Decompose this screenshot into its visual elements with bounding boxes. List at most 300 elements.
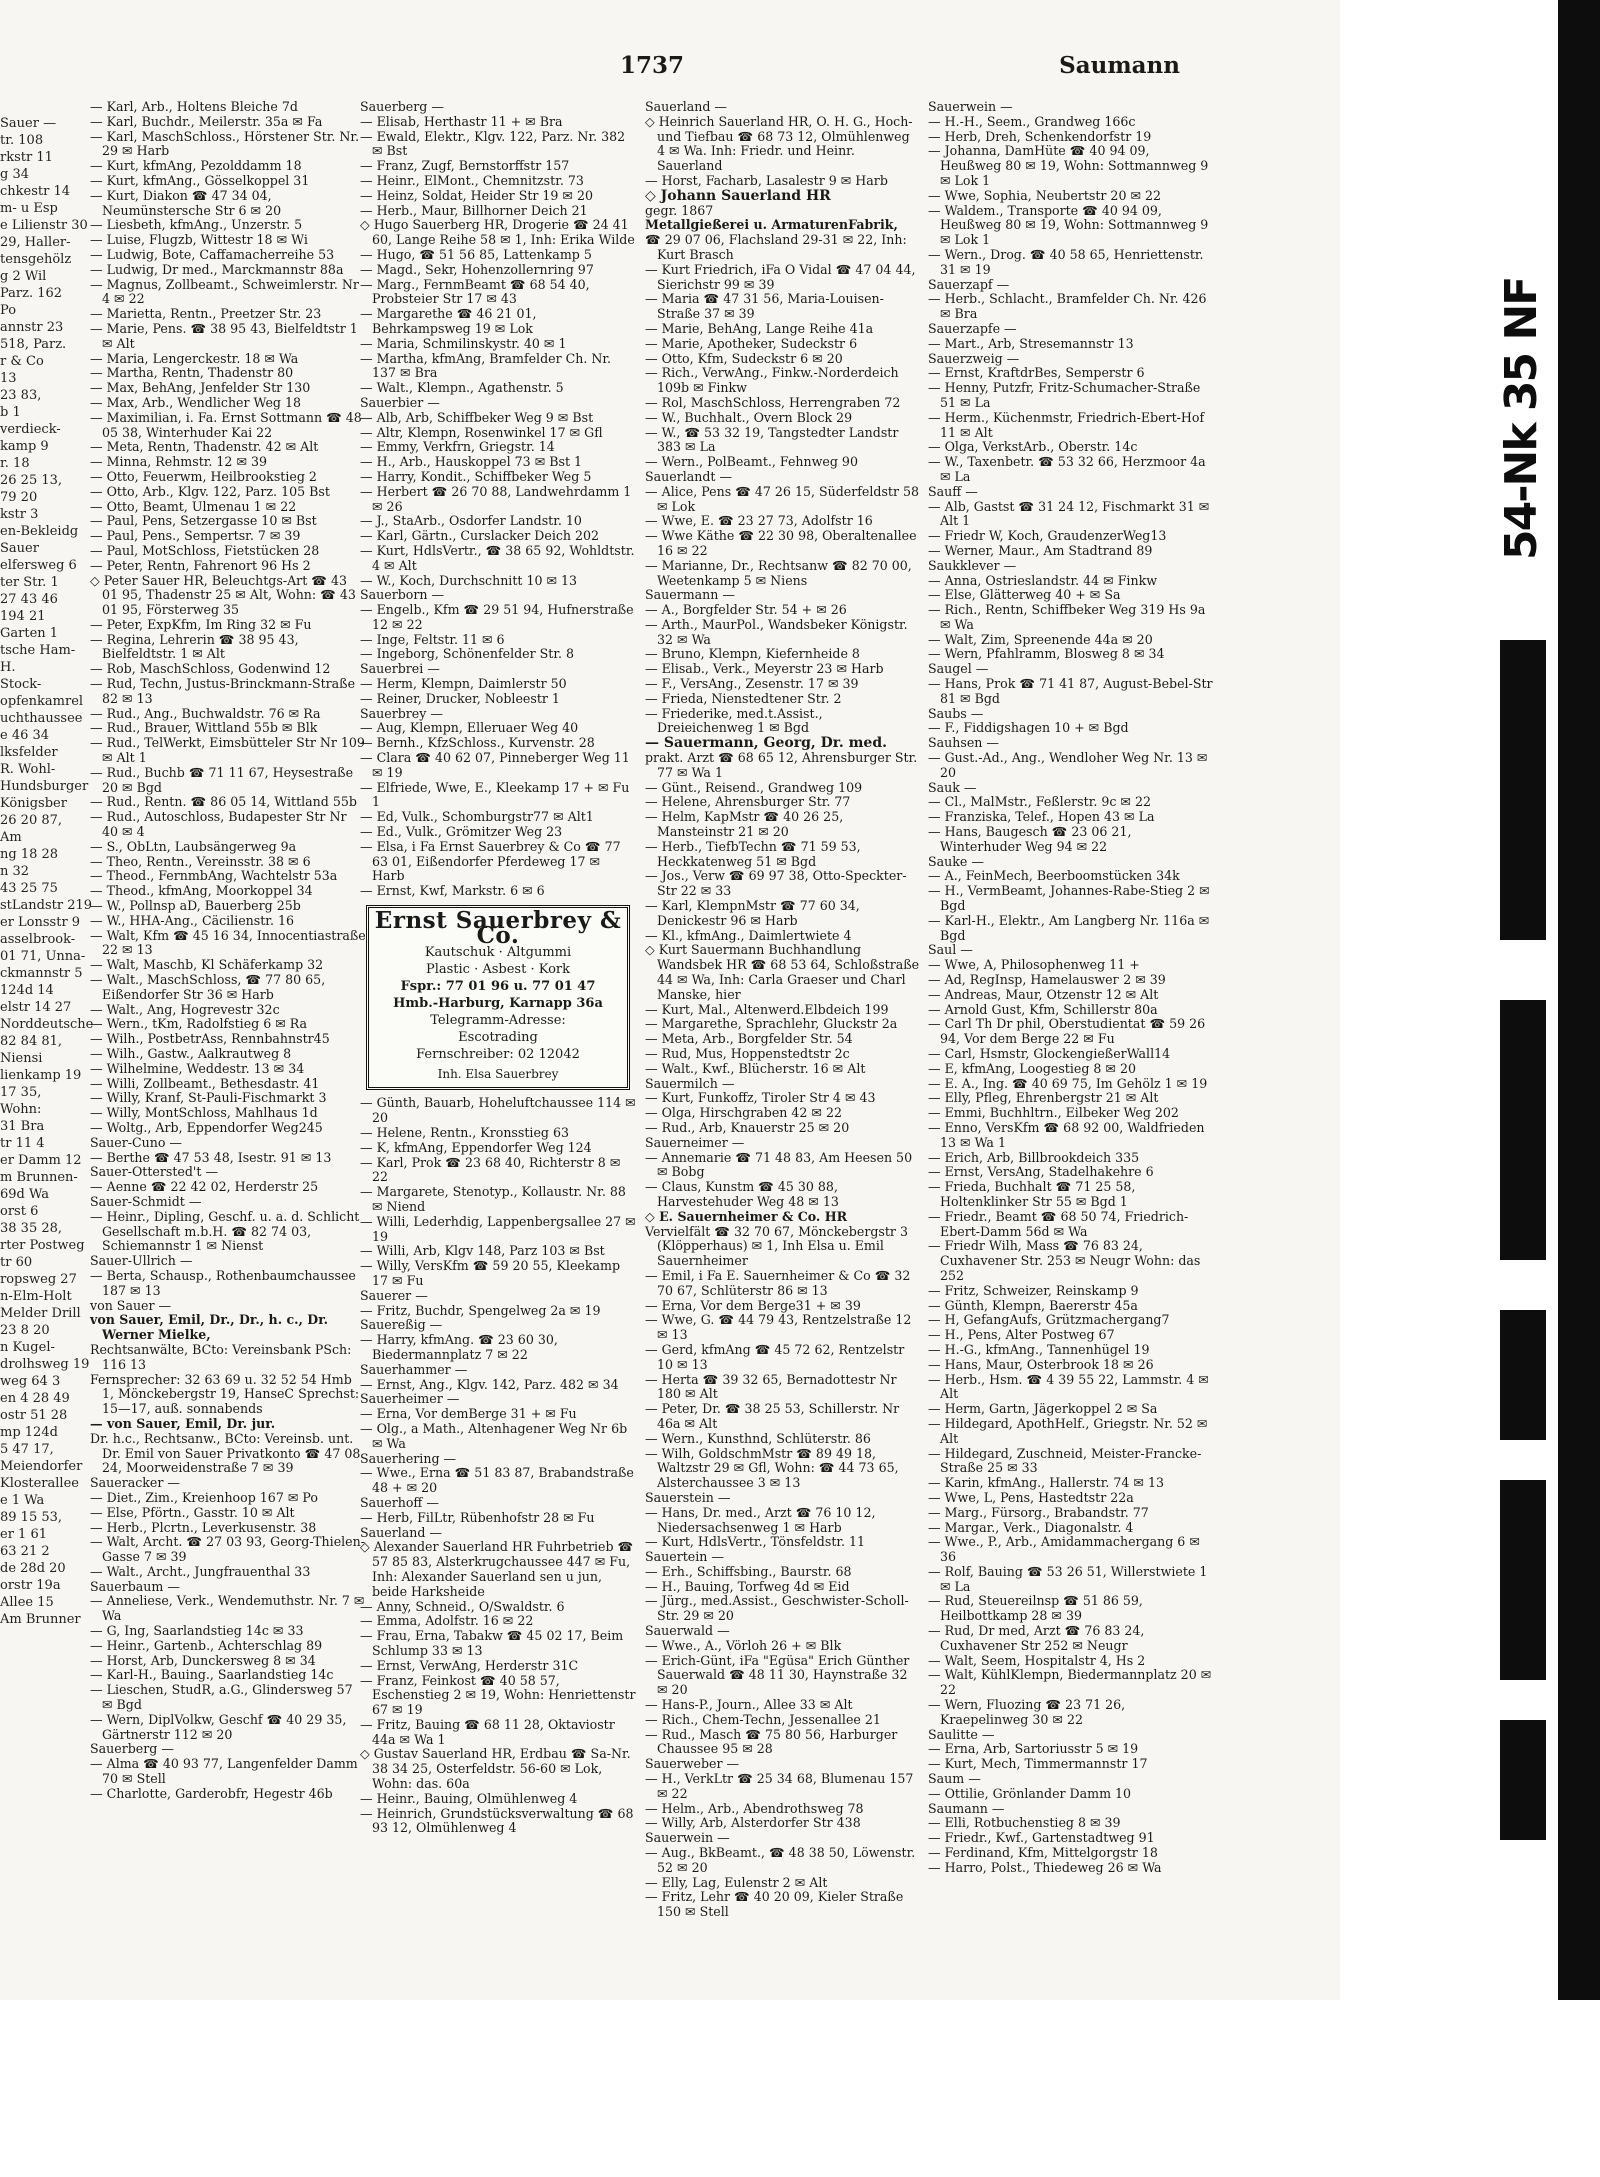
directory-entry: Saueracker —: [90, 1475, 180, 1491]
directory-entry: — W., HHA-Ang., Cäcilienstr. 16: [90, 912, 294, 928]
directory-entry: — Paul, Pens, Setzergasse 10 ✉ Bst: [90, 513, 317, 529]
stamp-bar: [1500, 1310, 1546, 1440]
directory-entry: — Rud, Steuereilnsp ☎ 51 86 59, Heilbottkamp 28 ✉ 39: [928, 1593, 1143, 1624]
edge-fragment: Po: [0, 303, 17, 318]
directory-entry: — Heinr., Bauing, Olmühlenweg 4: [360, 1790, 578, 1806]
directory-entry: — Ed., Vulk., Grömitzer Weg 23: [360, 824, 563, 840]
directory-entry: — Margarete, Stenotyp., Kollaustr. Nr. 88 ✉ Niend: [360, 1184, 626, 1214]
directory-entry: — Ferdinand, Kfm, Mittelgorgstr 18: [928, 1845, 1158, 1861]
directory-entry: — Rud, Dr med, Arzt ☎ 76 83 24, Cuxhavener Str 252 ✉ Neugr: [928, 1623, 1145, 1653]
directory-entry: — Wwe., P., Arb., Amidammachergang 6 ✉ 36: [928, 1534, 1200, 1565]
directory-entry: — H., Arb., Hauskoppel 73 ✉ Bst 1: [360, 454, 583, 470]
directory-entry: — H., Bauing, Torfweg 4d ✉ Eid: [645, 1578, 850, 1594]
directory-entry: Sauerhoff —: [360, 1494, 439, 1510]
directory-entry: — Rol, MaschSchloss, Herrengraben 72: [645, 394, 901, 410]
directory-entry: — Rud., Masch ☎ 75 80 56, Harburger Chaussee 95 ✉ 28: [645, 1726, 898, 1757]
directory-entry: — H.-H., Seem., Grandweg 166c: [928, 113, 1136, 129]
directory-entry: — Magnus, Zollbeamt., Schweimlerstr. Nr 4 ✉ 22: [90, 276, 359, 307]
edge-fragment: 01 71, Unna-: [0, 949, 86, 964]
directory-entry: — Walt., Klempn., Agathenstr. 5: [360, 380, 564, 396]
directory-entry: — Karl, KlempnMstr ☎ 77 60 34, Denickestr 96 ✉ Harb: [645, 898, 860, 928]
directory-entry: — Willy, Arb, Alsterdorfer Str 438: [645, 1815, 861, 1831]
directory-entry: — Wilhelmine, Weddestr. 13 ✉ 34: [90, 1060, 305, 1076]
directory-column-1: [90, 100, 366, 1980]
directory-entry: — Wwe., A., Vörloh 26 + ✉ Blk: [645, 1637, 842, 1653]
directory-entry: — H., Pens, Alter Postweg 67: [928, 1327, 1115, 1343]
directory-entry: — Kurt, kfmAng, Pezolddamm 18: [90, 158, 302, 174]
stamp-bar: [1500, 1720, 1546, 1840]
directory-entry: — Kurt Friedrich, iFa O Vidal ☎ 47 04 44, Sierichstr 99 ✉ 39: [645, 261, 916, 292]
directory-entry: — Wern., PolBeamt., Fehnweg 90: [645, 454, 858, 470]
directory-entry: — W., Taxenbetr. ☎ 53 32 66, Herzmoor 4a ✉ La: [928, 454, 1206, 484]
edge-fragment: verdieck-: [0, 422, 61, 437]
directory-entry: — Fritz, Lehr ☎ 40 20 09, Kieler Straße 150 ✉ Stell: [645, 1889, 904, 1920]
directory-entry: — Karl, Gärtn., Curslacker Deich 202: [360, 528, 600, 544]
directory-entry: — Wern., Kunsthnd, Schlüterstr. 86: [645, 1430, 871, 1446]
edge-fragment: orst 6: [0, 1204, 39, 1219]
directory-entry: — Wwe, Sophia, Neubertstr 20 ✉ 22: [928, 187, 1162, 203]
edge-fragment: 38 35 28,: [0, 1221, 63, 1236]
directory-entry: — Friedr., Beamt ☎ 68 50 74, Friedrich-Ebert-Damm 56d ✉ Wa: [928, 1208, 1189, 1239]
directory-entry: — Karl-H., Elektr., Am Langberg Nr. 116a ✉ Bgd: [928, 912, 1210, 943]
directory-entry: — Fritz, Schweizer, Reinskamp 9: [928, 1282, 1139, 1298]
directory-entry: — Peter, Rentn, Fahrenort 96 Hs 2: [90, 557, 311, 573]
directory-entry: — Alb, Arb, Schiffbeker Weg 9 ✉ Bst: [360, 409, 594, 425]
directory-entry: — Emmi, Buchhltrn., Eilbeker Weg 202: [928, 1105, 1179, 1121]
directory-entry: Sauerzapf —: [928, 276, 1010, 292]
directory-entry: — Woltg., Arb, Eppendorfer Weg245: [90, 1119, 323, 1135]
directory-entry: — Olg., a Math., Altenhagener Weg Nr 6b ✉ Wa: [360, 1420, 628, 1451]
directory-entry: — Paul, MotSchloss, Fietstücken 28: [90, 542, 320, 558]
edge-fragment: m- u Esp: [0, 201, 58, 216]
directory-entry: — Friedr W, Koch, GraudenzerWeg13: [928, 528, 1167, 544]
directory-entry: — Rud., Ang., Buchwaldstr. 76 ✉ Ra: [90, 705, 321, 721]
edge-fragment: ropsweg 27: [0, 1272, 77, 1287]
directory-entry: — Lieschen, StudR, a.G., Glindersweg 57 ✉ Bgd: [90, 1682, 353, 1713]
directory-entry: — Herm, Gartn, Jägerkoppel 2 ✉ Sa: [928, 1401, 1158, 1417]
directory-entry: — Ernst, Ang., Klgv. 142, Parz. 482 ✉ 34: [360, 1376, 619, 1392]
directory-entry: — Günth, Bauarb, Hoheluftchaussee 114 ✉ 20: [360, 1095, 636, 1126]
directory-entry: ◇ Heinrich Sauerland HR, O. H. G., Hoch- und Tiefbau ☎ 68 73 12, Olmühlenweg 4 ✉ Wa. Inh: Friedr. und Heinr. Sauerland: [645, 113, 913, 174]
directory-entry: — Rud, Techn, Justus-Brinckmann-Straße 82 ✉ 13: [90, 676, 356, 706]
edge-fragment: Hundsburger: [0, 779, 89, 794]
directory-entry: — Fritz, Bauing ☎ 68 11 28, Oktaviostr 44a ✉ Wa 1: [360, 1716, 615, 1747]
directory-entry: Sauermilch —: [645, 1075, 735, 1091]
edge-fragment: 89 15 53,: [0, 1510, 63, 1525]
directory-entry: — E, kfmAng, Loogestieg 8 ✉ 20: [928, 1060, 1137, 1076]
directory-entry: — Wilh., Gastw., Aalkrautweg 8: [90, 1046, 292, 1061]
directory-entry: Sauerberg —: [90, 1741, 174, 1757]
directory-entry: — Fritz, Buchdr, Spengelweg 2a ✉ 19: [360, 1302, 601, 1318]
directory-entry: — W., Pollnsp aD, Bauerberg 25b: [90, 898, 301, 914]
edge-fragment: Garten 1: [0, 626, 59, 641]
edge-fragment: drolhsweg 19: [0, 1357, 90, 1372]
directory-entry: — Hans, Maur, Osterbrook 18 ✉ 26: [928, 1356, 1154, 1372]
edge-fragment: 124d 14: [0, 983, 54, 998]
directory-entry: — Arth., MaurPol., Wandsbeker Königstr. 32 ✉ Wa: [645, 616, 908, 647]
directory-entry: — Frau, Erna, Tabakw ☎ 45 02 17, Beim Schlump 33 ✉ 13: [360, 1628, 624, 1658]
directory-entry: — H., VerkLtr ☎ 25 34 68, Blumenau 157 ✉ 22: [645, 1771, 914, 1801]
directory-entry: — Hildegard, Zuschneid, Meister-Francke-Straße 25 ✉ 33: [928, 1445, 1202, 1476]
side-stamp-label: 54-Nk 35 NF: [1496, 277, 1547, 560]
directory-entry: — Rob, MaschSchloss, Godenwind 12: [90, 661, 331, 677]
edge-fragment: 13: [0, 371, 17, 386]
directory-entry: — Franziska, Telef., Hopen 43 ✉ La: [928, 809, 1155, 825]
directory-entry: — Waldem., Transporte ☎ 40 94 09, Heußweg 80 ✉ 19, Wohn: Sottmannweg 9 ✉ Lok 1: [928, 202, 1209, 248]
edge-fragment: r & Co: [0, 354, 44, 369]
directory-entry: Sauerland —: [645, 99, 728, 114]
directory-entry: von Sauer —: [90, 1297, 172, 1313]
directory-entry: ◇ Alexander Sauerland HR Fuhrbetrieb ☎ 57 85 83, Alsterkrugchaussee 447 ✉ Fu, Inh: Alexander Sauerland sen u jun, beide Harksheide: [360, 1539, 634, 1599]
directory-entry: Sauk —: [928, 779, 977, 795]
directory-entry: — Marianne, Dr., Rechtsanw ☎ 82 70 00, Weetenkamp 5 ✉ Niens: [645, 557, 912, 588]
directory-entry: — Karl-H., Bauing., Saarlandstieg 14c: [90, 1667, 334, 1683]
directory-entry: gegr. 1867: [645, 202, 714, 218]
edge-fragment: tensgehölz: [0, 252, 72, 267]
ad-title: Ernst Sauerbrey & Co.: [374, 907, 622, 949]
directory-entry: — Günth, Klempn, Baererstr 45a: [928, 1297, 1138, 1313]
directory-entry: — Berta, Schausp., Rothenbaumchaussee 187 ✉ 13: [90, 1267, 356, 1298]
directory-entry: — Else, Glätterweg 40 + ✉ Sa: [928, 587, 1121, 603]
directory-entry: — Theod., FernmbAng, Wachtelstr 53a: [90, 868, 338, 884]
directory-entry: Metallgießerei u. ArmaturenFabrik,: [645, 217, 898, 233]
directory-entry: — Helm, KapMstr ☎ 40 26 25, Mansteinstr 21 ✉ 20: [645, 809, 844, 840]
directory-entry: — S., ObLtn, Laubsängerweg 9a: [90, 838, 297, 854]
directory-entry: — Hans-P., Journ., Allee 33 ✉ Alt: [645, 1697, 853, 1713]
directory-entry: Saul —: [928, 942, 973, 958]
edge-fragment: tr 60: [0, 1255, 33, 1270]
directory-entry: Sauerhering —: [360, 1450, 457, 1466]
directory-entry: — Else, Pförtn., Gasstr. 10 ✉ Alt: [90, 1504, 295, 1520]
directory-entry: — Heinz, Soldat, Heider Str 19 ✉ 20: [360, 187, 594, 203]
directory-entry: — Friedr Wilh, Mass ☎ 76 83 24, Cuxhavener Str. 253 ✉ Neugr Wohn: das 252: [928, 1238, 1201, 1283]
directory-entry: — Alma ☎ 40 93 77, Langenfelder Damm 70 ✉ Stell: [90, 1756, 358, 1787]
directory-entry: — Rich., VerwAng., Finkw.-Norderdeich 109b ✉ Finkw: [645, 365, 899, 396]
directory-entry: — Walt., MaschSchloss, ☎ 77 80 65, Eißendorfer Str 36 ✉ Harb: [90, 972, 326, 1002]
directory-entry: — Rud., Rentn. ☎ 86 05 14, Wittland 55b: [90, 794, 357, 810]
edge-fragment: stLandstr 219: [0, 898, 93, 913]
directory-entry: — Andreas, Maur, Otzenstr 12 ✉ Alt: [928, 986, 1159, 1002]
column-2-top-entries: [360, 100, 636, 899]
directory-entry: — Margarethe ☎ 46 21 01, Behrkampsweg 19 ✉ Lok: [360, 306, 537, 336]
edge-fragment: tr 11 4: [0, 1136, 45, 1151]
directory-entry: — Karin, kfmAng., Hallerstr. 74 ✉ 13: [928, 1475, 1164, 1491]
directory-entry: — Elisab, Herthastr 11 + ✉ Bra: [360, 113, 563, 129]
edge-fragment: 29, Haller-: [0, 235, 71, 250]
directory-entry: — Otto, Arb., Klgv. 122, Parz. 105 Bst: [90, 483, 330, 499]
directory-entry: — Walt, Kfm ☎ 45 16 34, Innocentiastraße 22 ✉ 13: [90, 927, 366, 958]
directory-entry: Sauereßig —: [360, 1317, 443, 1333]
ad-line: Kautschuk · Altgummi: [424, 944, 572, 960]
directory-entry: — Frieda, Buchhalt ☎ 71 25 58, Holtenklinker Str 55 ✉ Bgd 1: [928, 1179, 1136, 1209]
directory-entry: — Rud., Buchb ☎ 71 11 67, Heysestraße 20 ✉ Bgd: [90, 764, 354, 795]
directory-entry: — F., VersAng., Zesenstr. 17 ✉ 39: [645, 676, 859, 692]
directory-entry: Sauerneimer —: [645, 1134, 745, 1150]
edge-fragment: lksfelder: [0, 745, 58, 760]
directory-entry: — Harro, Polst., Thiedeweg 26 ✉ Wa: [928, 1859, 1162, 1875]
directory-column-4: [928, 100, 1213, 1980]
directory-entry: — Ernst, VerwAng, Herderstr 31C: [360, 1657, 579, 1673]
directory-entry: Sauerland —: [360, 1524, 443, 1540]
directory-entry: — Regina, Lehrerin ☎ 38 95 43, Bielfeldtstr. 1 ✉ Alt: [90, 631, 299, 662]
edge-fragment: er Lonsstr 9: [0, 915, 81, 930]
directory-entry: — Herb., Plcrtn., Leverkusenstr. 38: [90, 1519, 317, 1535]
edge-fragment: kstr 3: [0, 507, 39, 522]
edge-fragment: R. Wohl-: [0, 762, 56, 777]
directory-entry: Sauermann —: [645, 587, 735, 603]
edge-fragment: Parz. 162: [0, 286, 63, 301]
directory-entry: ◇ Gustav Sauerland HR, Erdbau ☎ Sa-Nr. 38 34 25, Osterfeldstr. 56-60 ✉ Lok, Wohn: das. 60a: [360, 1746, 631, 1792]
ad-line: Plastic · Asbest · Kork: [425, 961, 571, 977]
directory-entry: — Elly, Pfleg, Ehrenbergstr 21 ✉ Alt: [928, 1090, 1159, 1106]
directory-entry: — Walt., Archt., Jungfrauenthal 33: [90, 1563, 311, 1579]
edge-fragment: e 1 Wa: [0, 1493, 45, 1508]
edge-fragment: Am: [0, 830, 22, 845]
directory-entry: — Carl Th Dr phil, Oberstudientat ☎ 59 26 94, Vor dem Berge 22 ✉ Fu: [928, 1016, 1206, 1047]
directory-entry: — Emma, Adolfstr. 16 ✉ 22: [360, 1613, 534, 1629]
directory-entry: — Walt, KühlKlempn, Biedermannplatz 20 ✉ 22: [928, 1667, 1212, 1698]
directory-entry: — Kurt, Mech, Timmermannstr 17: [928, 1756, 1148, 1772]
edge-fragment: 82 84 81,: [0, 1034, 63, 1049]
directory-entry: — Rud., Arb, Knauerstr 25 ✉ 20: [645, 1119, 850, 1135]
directory-entry: — Paul, Pens., Sempertsr. 7 ✉ 39: [90, 528, 301, 544]
directory-entry: — Ludwig, Bote, Caffamacherreihe 53: [90, 246, 335, 262]
directory-entry: ◇ Kurt Sauermann Buchhandlung Wandsbek HR ☎ 68 53 64, Schloßstraße 44 ✉ Wa, Inh: Carla Graeser und Charl Manske, hier: [645, 942, 920, 1002]
directory-entry: — Friedr., Kwf., Gartenstadtweg 91: [928, 1830, 1155, 1846]
directory-entry: — Meta, Rentn, Thadenstr. 42 ✉ Alt: [90, 439, 319, 455]
directory-entry: — Marie, BehAng, Lange Reihe 41a: [645, 320, 874, 336]
directory-entry: Sauke —: [928, 853, 984, 869]
directory-entry: — Karl, Buchdr., Meilerstr. 35a ✉ Fa: [90, 113, 323, 129]
page-header: [90, 52, 1180, 92]
directory-entry: Sauerzweig —: [928, 350, 1020, 366]
directory-entry: — Wern., tKm, Radolfstieg 6 ✉ Ra: [90, 1016, 308, 1032]
ad-ernst-sauerbrey: [366, 905, 630, 1090]
edge-fragment: en 4 28 49: [0, 1391, 70, 1406]
directory-entry: Sauerstein —: [645, 1489, 731, 1505]
directory-entry: — Harry, kfmAng. ☎ 23 60 30, Biedermannplatz 7 ✉ 22: [360, 1332, 558, 1362]
directory-entry: Sauer-Cuno —: [90, 1134, 183, 1150]
directory-entry: — Rud., TelWerkt, Eimsbütteler Str Nr 109 ✉ Alt 1: [90, 735, 365, 766]
directory-entry: — W., Buchhalt., Overn Block 29: [645, 409, 853, 425]
stamp-bar: [1500, 640, 1546, 940]
directory-entry: — Margarethe, Sprachlehr, Gluckstr 2a: [645, 1016, 898, 1032]
directory-entry: — Berthe ☎ 47 53 48, Isestr. 91 ✉ 13: [90, 1149, 332, 1165]
directory-entry: — Alice, Pens ☎ 47 26 15, Süderfeldstr 58 ✉ Lok: [645, 483, 920, 514]
directory-entry: — Herta ☎ 39 32 65, Bernadottestr Nr 180 ✉ Alt: [645, 1371, 897, 1402]
directory-entry: — Mart., Arb, Stresemannstr 13: [928, 335, 1134, 351]
directory-entry: — Frieda, Nienstedtener Str. 2: [645, 690, 842, 706]
directory-entry: — Theo, Rentn., Vereinsstr. 38 ✉ 6: [90, 853, 311, 869]
directory-entry: — Walt, Archt. ☎ 27 03 93, Georg-Thielen-Gasse 7 ✉ 39: [90, 1534, 365, 1565]
directory-entry: Saulitte —: [928, 1726, 995, 1742]
directory-entry: — Helm., Arb., Abendrothsweg 78: [645, 1800, 864, 1816]
directory-entry: — Wilh, GoldschmMstr ☎ 89 49 18, Waltzstr 29 ✉ Gfl, Wohn: ☎ 44 73 65, Alsterchaussee 3 ✉ 13: [645, 1445, 899, 1491]
directory-entry: Sauer-Ottersted't —: [90, 1164, 219, 1180]
directory-entry: — Altr, Klempn, Rosenwinkel 17 ✉ Gfl: [360, 424, 603, 440]
directory-entry: — Sauermann, Georg, Dr. med.: [645, 735, 887, 752]
directory-entry: Sauerwein —: [928, 99, 1013, 114]
directory-entry: Saubs —: [928, 705, 984, 721]
edge-fragment: ckmannstr 5: [0, 966, 83, 981]
directory-entry: — Ernst, Kwf, Markstr. 6 ✉ 6: [360, 883, 545, 899]
directory-entry: — Erna, Vor dem Berge31 + ✉ 39: [645, 1297, 861, 1313]
directory-entry: — Rud, Mus, Hoppenstedtstr 2c: [645, 1046, 850, 1061]
directory-entry: — Herb., Schlacht., Bramfelder Ch. Nr. 426 ✉ Bra: [928, 291, 1207, 322]
directory-entry: Saumann —: [928, 1800, 1005, 1816]
edge-fragment: e Lilienstr 30: [0, 218, 88, 233]
directory-entry: — Hans, Dr. med., Arzt ☎ 76 10 12, Niedersachsenweg 1 ✉ Harb: [645, 1504, 876, 1535]
directory-entry: — Theod., kfmAng, Moorkoppel 34: [90, 883, 313, 899]
directory-entry: — Liesbeth, kfmAng., Unzerstr. 5: [90, 217, 303, 233]
directory-entry: — Günt., Reisend., Grandweg 109: [645, 779, 863, 795]
directory-entry: — Ottilie, Grönlander Damm 10: [928, 1785, 1132, 1801]
directory-entry: — Helene, Ahrensburger Str. 77: [645, 794, 851, 810]
edge-fragment: 31 Bra: [0, 1119, 45, 1134]
directory-entry: — Kl., kfmAng., Daimlertwiete 4: [645, 927, 852, 943]
directory-entry: — Erich, Arb, Billbrookdeich 335: [928, 1149, 1140, 1165]
directory-column-3: [645, 100, 921, 1980]
directory-entry: — Friederike, med.t.Assist., Dreieichenweg 1 ✉ Bgd: [645, 705, 823, 736]
edge-fragment: 23 83,: [0, 388, 42, 403]
directory-entry: — Rolf, Bauing ☎ 53 26 51, Willerstwiete 1 ✉ La: [928, 1563, 1208, 1594]
ad-line: Fspr.: 77 01 96 u. 77 01 47: [400, 978, 596, 994]
directory-entry: — Willy, VersKfm ☎ 59 20 55, Kleekamp 17 ✉ Fu: [360, 1258, 621, 1288]
directory-entry: — W., Koch, Durchschnitt 10 ✉ 13: [360, 572, 578, 588]
directory-entry: — Willi, Arb, Klgv 148, Parz 103 ✉ Bst: [360, 1243, 605, 1259]
directory-entry: Sauerheimer —: [360, 1391, 460, 1407]
directory-entry: — Erh., Schiffsbing., Baurstr. 68: [645, 1563, 852, 1579]
ad-line: Hmb.-Harburg, Karnapp 36a: [393, 995, 603, 1011]
directory-entry: — Peter, Dr. ☎ 38 25 53, Schillerstr. Nr 46a ✉ Alt: [645, 1401, 900, 1431]
directory-entry: — Clara ☎ 40 62 07, Pinneberger Weg 11 ✉ 19: [360, 750, 630, 780]
directory-entry: — Karl, Prok ☎ 23 68 40, Richterstr 8 ✉ 22: [360, 1154, 621, 1185]
directory-entry: Sauertein —: [645, 1549, 724, 1565]
ad-owner: Inh. Elsa Sauerbrey: [437, 1066, 559, 1081]
edge-fragment: g 2 Wil: [0, 269, 47, 284]
directory-entry: — Karl, Arb., Holtens Bleiche 7d: [90, 99, 298, 114]
stamp-bar: [1500, 1480, 1546, 1680]
directory-entry: — Ingeborg, Schönenfelder Str. 8: [360, 646, 575, 662]
directory-entry: — Rich., Chem-Techn, Jessenallee 21: [645, 1711, 881, 1727]
edge-fragment: Sauer: [0, 541, 39, 556]
directory-entry: — Herb., Maur, Billhorner Deich 21: [360, 202, 588, 218]
directory-entry: — Ernst, VersAng, Stadelhakehre 6: [928, 1164, 1154, 1180]
edge-fragment: elfersweg 6: [0, 558, 77, 573]
ad-line: Telegramm-Adresse:: [430, 1012, 566, 1028]
edge-fragment: 79 20: [0, 490, 38, 505]
directory-entry: — Rud., Autoschloss, Budapester Str Nr 40 ✉ 4: [90, 809, 347, 840]
directory-entry: — Herb, FilLtr, Rübenhofstr 28 ✉ Fu: [360, 1509, 595, 1525]
edge-fragment: n-Elm-Holt: [0, 1289, 72, 1304]
directory-entry: — Ernst, KraftdrBes, Semperstr 6: [928, 365, 1145, 381]
directory-entry: — Erna, Arb, Sartoriusstr 5 ✉ 19: [928, 1741, 1139, 1757]
edge-fragment: rter Postweg: [0, 1238, 85, 1253]
directory-entry: Saum —: [928, 1771, 981, 1787]
edge-fragment: 518, Parz.: [0, 337, 67, 352]
edge-fragment: tsche Ham-: [0, 643, 76, 658]
directory-entry: — Margar., Verk., Diagonalstr. 4: [928, 1519, 1134, 1535]
directory-entry: — Elisab., Verk., Meyerstr 23 ✉ Harb: [645, 661, 884, 677]
directory-entry: — Otto, Feuerwm, Heilbrookstieg 2: [90, 468, 317, 484]
directory-entry: — Maria, Lengerckestr. 18 ✉ Wa: [90, 350, 299, 366]
directory-entry: — Franz, Zugf, Bernstorffstr 157: [360, 158, 570, 174]
directory-entry: — Wern, Fluozing ☎ 23 71 26, Kraepelinweg 30 ✉ 22: [928, 1697, 1126, 1727]
column-2-bottom-entries: [360, 1096, 636, 1836]
directory-entry: Sauerberg —: [360, 99, 444, 114]
directory-entry: — von Sauer, Emil, Dr. jur.: [90, 1415, 276, 1431]
directory-entry: — Anna, Ostrieslandstr. 44 ✉ Finkw: [928, 572, 1157, 588]
edge-fragment: 63 21 2: [0, 1544, 50, 1559]
directory-entry: — A., Borgfelder Str. 54 + ✉ 26: [645, 602, 847, 618]
directory-entry: — Walt, Seem, Hospitalstr 4, Hs 2: [928, 1652, 1146, 1668]
edge-fragment: tr. 108: [0, 133, 44, 148]
directory-entry: Sauerweber —: [645, 1756, 740, 1772]
directory-entry: — E. A., Ing. ☎ 40 69 75, Im Gehölz 1 ✉ 19: [928, 1075, 1208, 1091]
directory-entry: — H.-G., kfmAng., Tannenhügel 19: [928, 1341, 1150, 1357]
edge-fragment: Sauer —: [0, 116, 57, 131]
directory-entry: — Rich., Rentn, Schiffbeker Weg 319 Hs 9a ✉ Wa: [928, 602, 1206, 632]
directory-entry: Vervielfält ☎ 32 70 67, Mönckebergstr 3 (Klöpperhaus) ✉ 1, Inh Elsa u. Emil Sauernheimer: [645, 1223, 908, 1269]
ad-line: Fernschreiber: 02 12042: [416, 1046, 580, 1062]
directory-entry: Sauer-Ullrich —: [90, 1253, 193, 1269]
directory-entry: Sauerbaum —: [90, 1578, 180, 1594]
directory-entry: — Max, BehAng, Jenfelder Str 130: [90, 380, 311, 396]
directory-entry: — Horst, Arb, Dunckersweg 8 ✉ 34: [90, 1652, 316, 1668]
edge-fragment: Wohn:: [0, 1102, 42, 1117]
directory-entry: — Olga, VerkstArb., Oberstr. 14c: [928, 439, 1138, 455]
directory-entry: — G, Ing, Saarlandstieg 14c ✉ 33: [90, 1623, 304, 1639]
directory-entry: — Kurt, Mal., Altenwerd.Elbdeich 199: [645, 1001, 889, 1017]
edge-fragment: weg 64 3: [0, 1374, 61, 1389]
directory-entry: — J., StaArb., Osdorfer Landstr. 10: [360, 513, 582, 529]
directory-entry: — Marg., FernmBeamt ☎ 68 54 40, Probsteier Str 17 ✉ 43: [360, 276, 590, 307]
directory-entry: — Bruno, Klempn, Kiefernheide 8: [645, 646, 860, 662]
edge-fragment: 194 21: [0, 609, 46, 624]
edge-fragment: 23 8 20: [0, 1323, 50, 1338]
directory-entry: — Anneliese, Verk., Wendemuthstr. Nr. 7 ✉ Wa: [90, 1593, 365, 1624]
directory-entry: — Karl, MaschSchloss., Hörstener Str. Nr. 29 ✉ Harb: [90, 128, 360, 159]
directory-entry: — Aenne ☎ 22 42 02, Herderstr 25: [90, 1179, 319, 1195]
directory-entry: — Alb, Gastst ☎ 31 24 12, Fischmarkt 31 ✉ Alt 1: [928, 498, 1210, 529]
directory-entry: — Martha, kfmAng, Bramfelder Ch. Nr. 137 ✉ Bra: [360, 350, 612, 381]
edge-fragment: uchthaussee: [0, 711, 83, 726]
directory-entry: — Ludwig, Dr med., Marckmannstr 88a: [90, 261, 344, 277]
directory-entry: Sauerzapfe —: [928, 320, 1017, 336]
edge-fragment: Königsber: [0, 796, 67, 811]
directory-entry: — Wwe, A, Philosophenweg 11 +: [928, 957, 1140, 973]
directory-entry: von Sauer, Emil, Dr., Dr., h. c., Dr. Werner Mielke,: [90, 1312, 329, 1343]
running-head: Saumann: [1059, 52, 1180, 79]
directory-entry: — Hans, Baugesch ☎ 23 06 21, Winterhuder Weg 94 ✉ 22: [928, 824, 1132, 854]
directory-entry: — Werner, Maur., Am Stadtrand 89: [928, 542, 1153, 558]
directory-entry: Sauerborn —: [360, 587, 445, 603]
edge-fragment: n Kugel-: [0, 1340, 55, 1355]
directory-entry: — Hans, Prok ☎ 71 41 87, August-Bebel-Str 81 ✉ Bgd: [928, 676, 1213, 706]
directory-entry: — Cl., MalMstr., Feßlerstr. 9c ✉ 22: [928, 794, 1151, 810]
directory-entry: — Otto, Kfm, Sudeckstr 6 ✉ 20: [645, 350, 843, 366]
directory-entry: — Charlotte, Garderobfr, Hegestr 46b: [90, 1785, 333, 1801]
edge-fragment: g 34: [0, 167, 29, 182]
directory-entry: — Elly, Lag, Eulenstr 2 ✉ Alt: [645, 1874, 828, 1890]
directory-entry: — Peter, ExpKfm, Im Ring 32 ✉ Fu: [90, 616, 312, 632]
directory-entry: — Kurt, HdlsVertr., Tönsfeldstr. 11: [645, 1534, 866, 1550]
directory-entry: — Willy, MontSchloss, Mahlhaus 1d: [90, 1105, 318, 1121]
edge-fragment: Niensi: [0, 1051, 43, 1066]
directory-entry: — Heinr., Gartenb., Achterschlag 89: [90, 1637, 323, 1653]
scan-border-shadow: [1558, 0, 1600, 2000]
directory-entry: prakt. Arzt ☎ 68 65 12, Ahrensburger Str. 77 ✉ Wa 1: [645, 750, 918, 780]
